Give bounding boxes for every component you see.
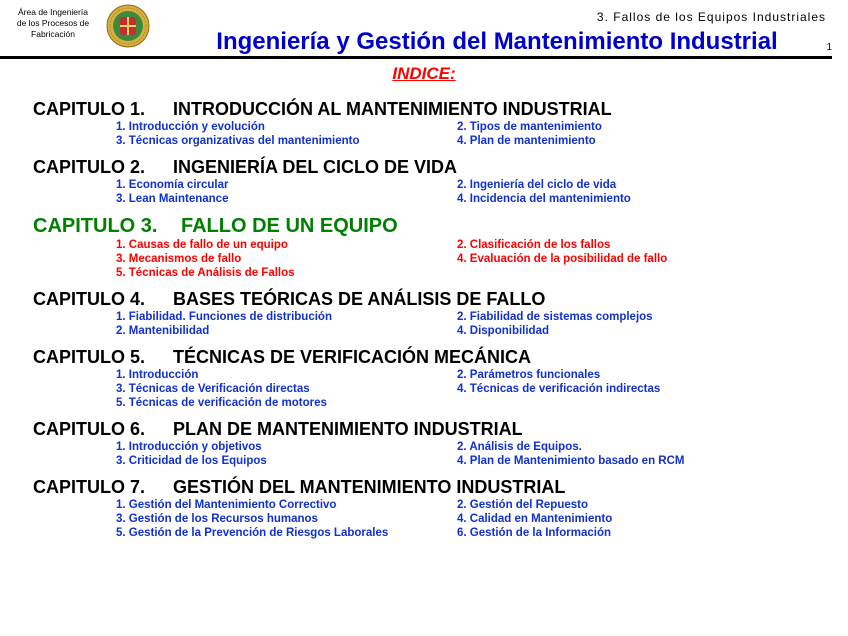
chapter-number: CAPITULO 3.	[33, 215, 158, 237]
chapter-item: 3. Técnicas de Verificación directas	[116, 383, 310, 395]
chapter-heading	[33, 98, 833, 120]
chapter-title: GESTIÓN DEL MANTENIMIENTO INDUSTRIAL	[173, 477, 566, 497]
chapter-item: 4. Plan de Mantenimiento basado en RCM	[457, 455, 685, 467]
university-seal-icon	[106, 4, 150, 48]
chapter-number: CAPITULO 4.	[33, 289, 146, 309]
chapter-item: 5. Técnicas de verificación de motores	[116, 397, 327, 409]
chapter-item: 1. Gestión del Mantenimiento Correctivo	[116, 499, 337, 511]
chapter-items	[33, 498, 833, 540]
chapter-3	[33, 214, 833, 280]
chapter-number: CAPITULO 1.	[33, 99, 146, 119]
chapter-item: 1. Economía circular	[116, 179, 229, 191]
chapter-item: 2. Mantenibilidad	[116, 325, 210, 337]
chapter-item: 3. Gestión de los Recursos humanos	[116, 513, 318, 525]
chapter-number: CAPITULO 7.	[33, 477, 146, 497]
chapter-item: 3. Mecanismos de fallo	[116, 253, 242, 265]
chapter-title: FALLO DE UN EQUIPO	[181, 215, 398, 237]
chapter-item: 1. Introducción y objetivos	[116, 441, 262, 453]
department-label	[6, 7, 100, 40]
chapter-item: 2. Parámetros funcionales	[457, 369, 601, 381]
chapter-5	[33, 346, 833, 410]
chapter-item: 2. Fiabilidad de sistemas complejos	[457, 311, 653, 323]
department-line: de los Procesos de	[16, 18, 90, 28]
department-line: Fabricación	[31, 29, 75, 39]
chapter-heading	[33, 214, 833, 238]
chapter-item: 6. Gestión de la Información	[457, 527, 612, 539]
chapter-items	[33, 120, 833, 148]
chapter-heading	[33, 288, 833, 310]
chapter-item: 5. Técnicas de Análisis de Fallos	[116, 267, 295, 279]
chapter-item: 4. Calidad en Mantenimiento	[457, 513, 613, 525]
chapter-number: CAPITULO 2.	[33, 157, 146, 177]
header-divider	[0, 56, 832, 59]
chapter-title: BASES TEÓRICAS DE ANÁLISIS DE FALLO	[173, 289, 546, 309]
chapter-item: 3. Lean Maintenance	[116, 193, 229, 205]
chapter-heading	[33, 418, 833, 440]
chapter-2	[33, 156, 833, 206]
chapter-items	[33, 238, 833, 280]
chapter-4	[33, 288, 833, 338]
chapter-item: 1. Causas de fallo de un equipo	[116, 239, 288, 251]
chapter-number: CAPITULO 5.	[33, 347, 146, 367]
chapter-item: 4. Plan de mantenimiento	[457, 135, 596, 147]
chapter-item: 2. Ingeniería del ciclo de vida	[457, 179, 617, 191]
chapter-6	[33, 418, 833, 468]
chapter-item: 4. Evaluación de la posibilidad de fallo	[457, 253, 668, 265]
chapter-title: TÉCNICAS DE VERIFICACIÓN MECÁNICA	[173, 347, 532, 367]
chapter-item: 4. Disponibilidad	[457, 325, 550, 337]
chapter-list	[33, 98, 833, 548]
chapter-item: 4. Incidencia del mantenimiento	[457, 193, 631, 205]
page-title: Ingeniería y Gestión del Mantenimiento Industrial	[216, 28, 778, 55]
chapter-item: 2. Tipos de mantenimiento	[457, 121, 602, 133]
chapter-item: 1. Introducción	[116, 369, 199, 381]
chapter-heading	[33, 346, 833, 368]
chapter-title: PLAN DE MANTENIMIENTO INDUSTRIAL	[173, 419, 523, 439]
chapter-items	[33, 178, 833, 206]
chapter-item: 1. Fiabilidad. Funciones de distribución	[116, 311, 332, 323]
department-line: Área de Ingeniería	[18, 7, 88, 17]
chapter-item: 2. Análisis de Equipos.	[457, 441, 582, 453]
chapter-title: INGENIERÍA DEL CICLO DE VIDA	[173, 157, 458, 177]
chapter-title: INTRODUCCIÓN AL MANTENIMIENTO INDUSTRIAL	[173, 99, 612, 119]
chapter-number: CAPITULO 6.	[33, 419, 146, 439]
chapter-1	[33, 98, 833, 148]
page-number: 1	[826, 42, 832, 53]
chapter-7	[33, 476, 833, 540]
chapter-heading	[33, 156, 833, 178]
section-heading: 3. Fallos de los Equipos Industriales	[596, 10, 826, 24]
chapter-heading	[33, 476, 833, 498]
chapter-item: 2. Clasificación de los fallos	[457, 239, 611, 251]
chapter-item: 3. Criticidad de los Equipos	[116, 455, 267, 467]
chapter-item: 5. Gestión de la Prevención de Riesgos Laborales	[116, 527, 389, 539]
chapter-item: 2. Gestión del Repuesto	[457, 499, 588, 511]
chapter-items	[33, 310, 833, 338]
chapter-items	[33, 440, 833, 468]
chapter-item: 1. Introducción y evolución	[116, 121, 265, 133]
chapter-items	[33, 368, 833, 410]
chapter-item: 3. Técnicas organizativas del mantenimiento	[116, 135, 360, 147]
index-heading: INDICE:	[392, 64, 456, 83]
chapter-item: 4. Técnicas de verificación indirectas	[457, 383, 661, 395]
